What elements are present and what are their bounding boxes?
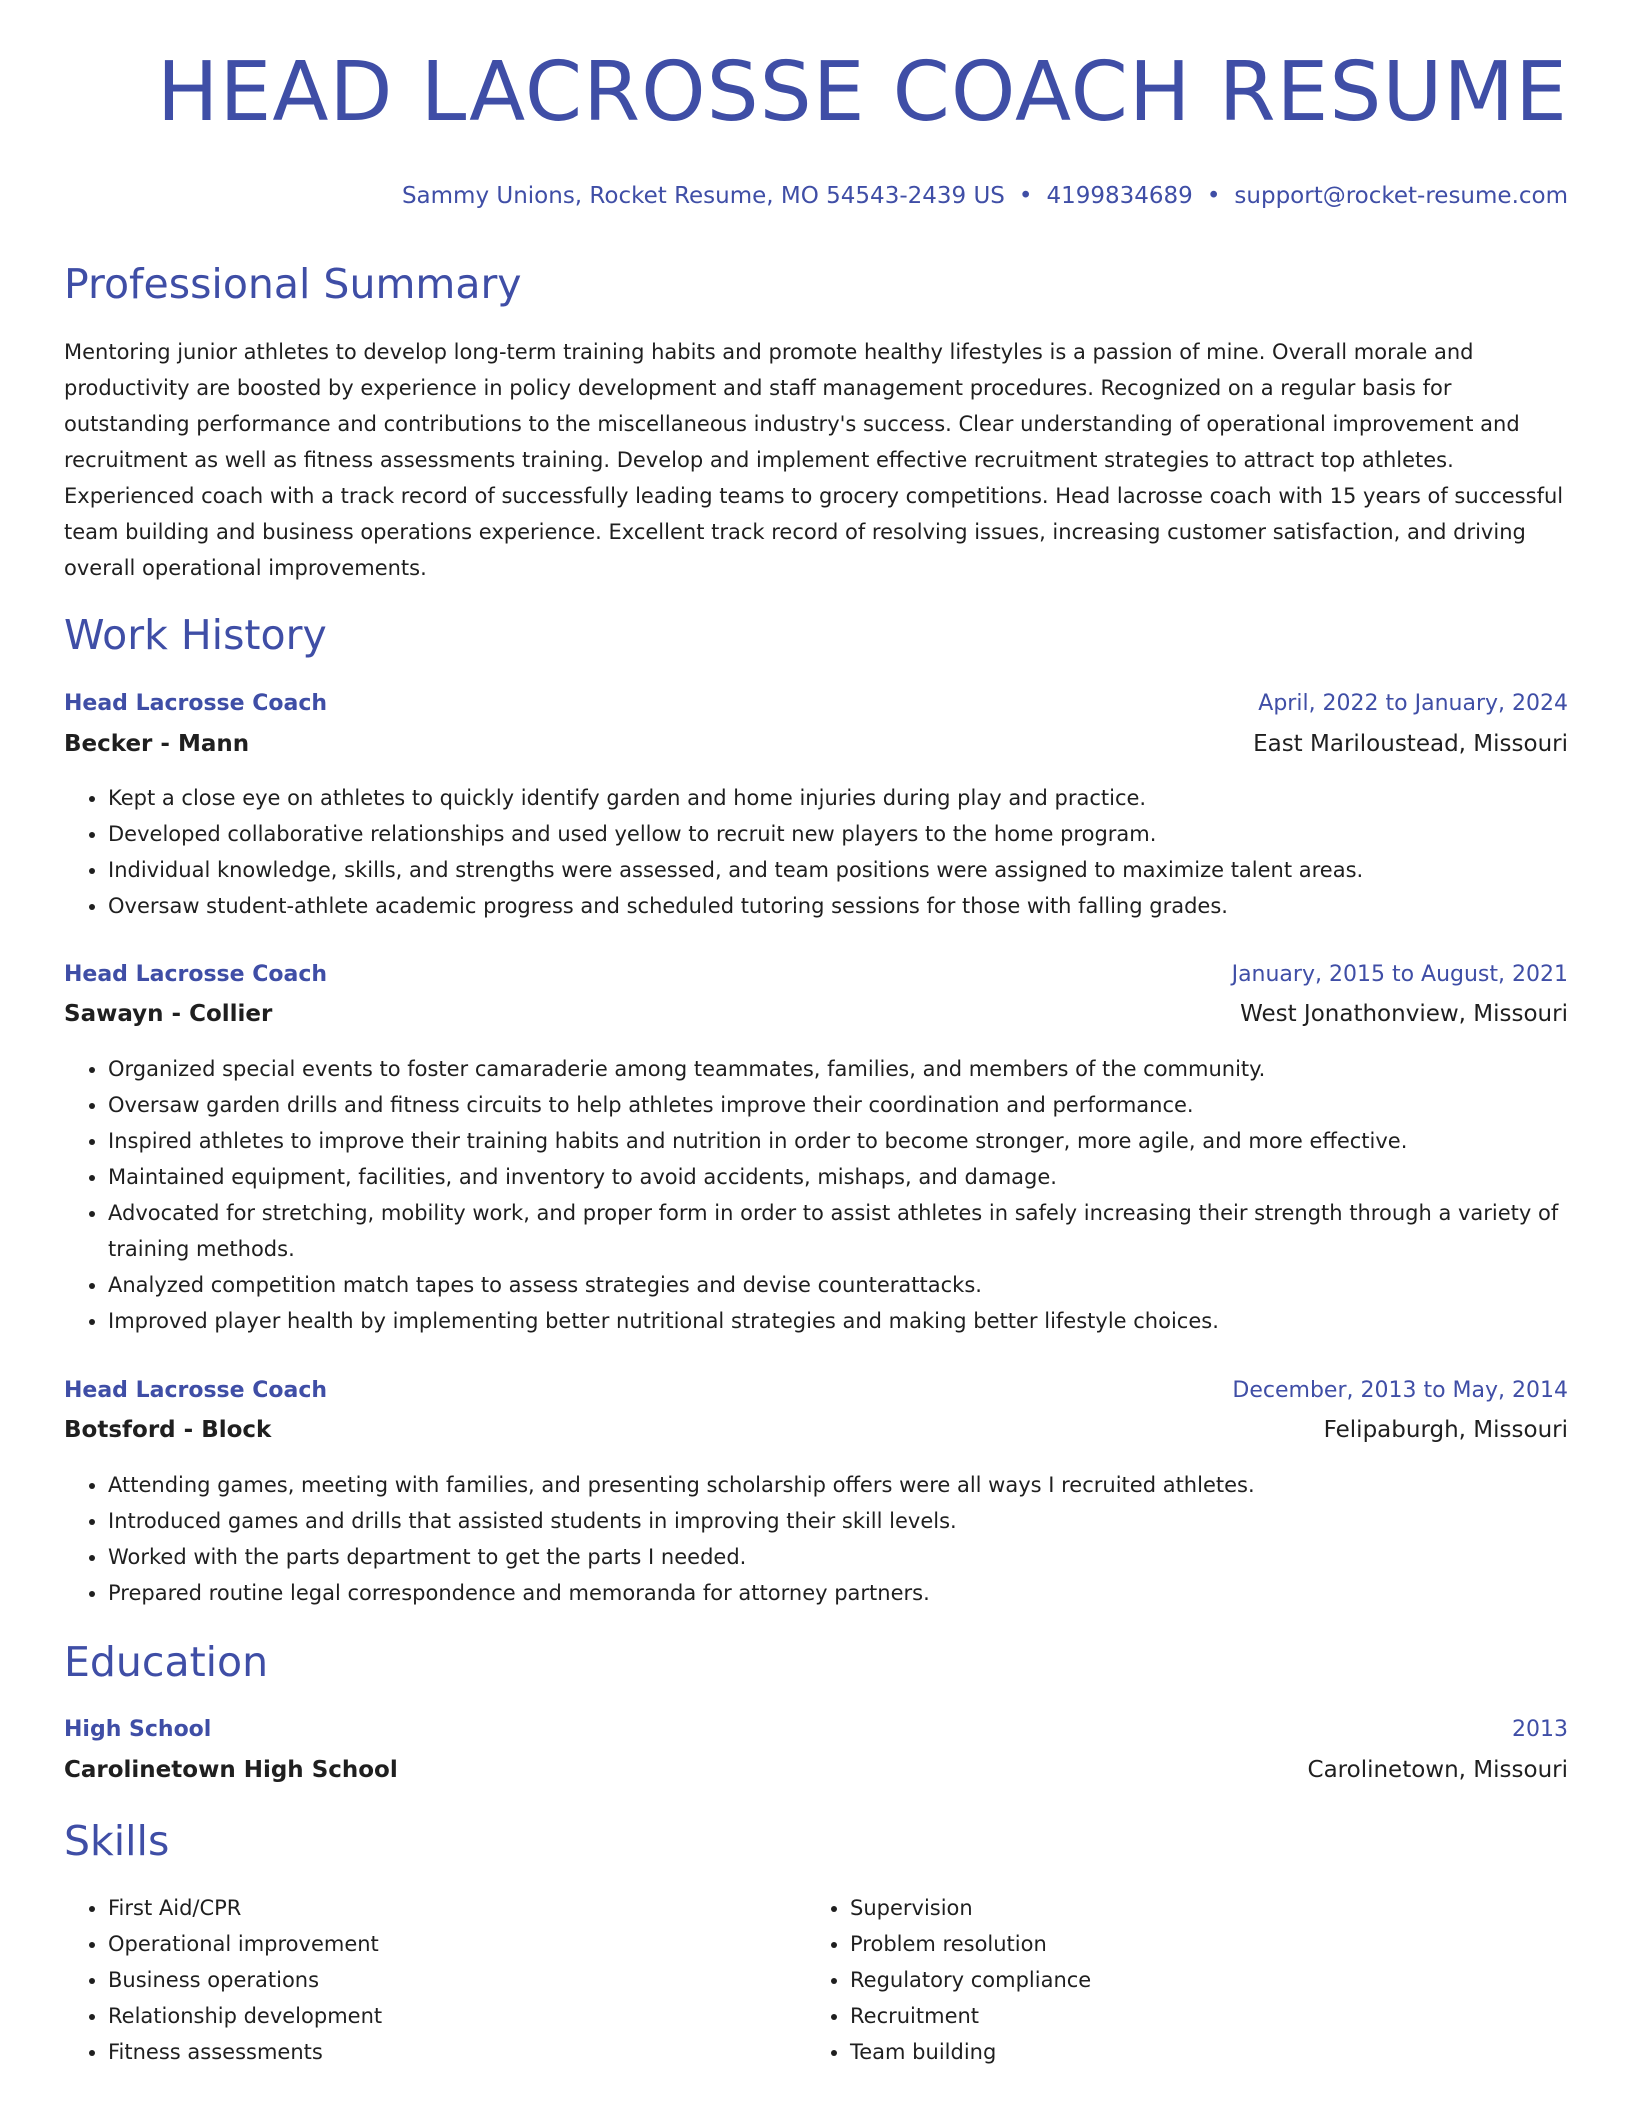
skill-item: • Business operations (108, 1962, 808, 1998)
job-bullet: • Worked with the parts department to get the parts I needed. (108, 1539, 1612, 1575)
skill-item: • Operational improvement (108, 1926, 808, 1962)
contact-email: support@rocket-resume.com (1234, 183, 1568, 209)
job-bullet: • Advocated for stretching, mobility work, and proper form in order to assist athletes in safely increasing their strength through a variety of training methods. (108, 1195, 1612, 1267)
skill-item: • First Aid/CPR (108, 1890, 808, 1926)
skill-item: • Supervision (850, 1890, 1550, 1926)
job-bullet: • Organized special events to foster camaraderie among teammates, families, and members of the community. (108, 1051, 1612, 1087)
job-bullet: • Oversaw student-athlete academic progress and scheduled tutoring sessions for those with falling grades. (108, 888, 1612, 924)
job-bullet: • Introduced games and drills that assisted students in improving their skill levels. (108, 1503, 1612, 1539)
summary-heading: Professional Summary (64, 260, 522, 308)
job-location: East Mariloustead, Missouri (1253, 731, 1568, 757)
work-history-heading: Work History (64, 611, 327, 659)
summary-text: Mentoring junior athletes to develop long-term training habits and promote healthy lifestyles is a passion of mine. Overall morale and productivity are boosted by experience in policy development and staff management procedures. Recognized on a regular basis for outstanding performance and contributions to the miscellaneous industry's success. Clear understanding of operational improvement and recruitment as well as fitness assessments training. Develop and implement effective recruitment strategies to attract top athletes. Experienced coach with a track record of successfully leading teams to grocery competitions. Head lacrosse coach with 15 years of successful team building and business operations experience. Excellent track record of resolving issues, increasing customer satisfaction, and driving overall operational improvements. (64, 340, 1564, 580)
skill-item: • Recruitment (850, 1998, 1550, 2034)
job-dates: April, 2022 to January, 2024 (1258, 691, 1568, 716)
job-title: Head Lacrosse Coach (64, 691, 328, 716)
job-employer: Botsford - Block (64, 1417, 272, 1443)
skills-heading: Skills (64, 1817, 170, 1865)
job-bullet: • Analyzed competition match tapes to assess strategies and devise counterattacks. (108, 1267, 1612, 1303)
job-bullet: • Individual knowledge, skills, and strengths were assessed, and team positions were assigned to maximize talent areas. (108, 852, 1612, 888)
contact-line (402, 183, 1568, 209)
skill-item: • Problem resolution (850, 1926, 1550, 1962)
education-degree: High School (64, 1717, 212, 1742)
job-bullet: • Improved player health by implementing better nutritional strategies and making better lifestyle choices. (108, 1303, 1612, 1339)
skills-list-right (806, 1890, 1550, 2070)
skill-item: • Fitness assessments (108, 2034, 808, 2070)
resume-title: HEAD LACROSSE COACH RESUME (156, 45, 1568, 140)
job-bullets (64, 1051, 1612, 1339)
job-location: West Jonathonview, Missouri (1240, 1001, 1568, 1027)
job-employer: Sawayn - Collier (64, 1001, 273, 1027)
job-bullet: • Attending games, meeting with families, and presenting scholarship offers were all ways I recruited athletes. (108, 1467, 1612, 1503)
contact-separator: • (1206, 183, 1221, 209)
job-bullet: • Inspired athletes to improve their training habits and nutrition in order to become stronger, more agile, and more effective. (108, 1123, 1612, 1159)
skills-list-left (64, 1890, 808, 2070)
job-bullet: • Maintained equipment, facilities, and inventory to avoid accidents, mishaps, and damage. (108, 1159, 1612, 1195)
job-dates: December, 2013 to May, 2014 (1232, 1378, 1568, 1403)
job-employer: Becker - Mann (64, 731, 250, 757)
education-heading: Education (64, 1638, 269, 1686)
job-bullets (64, 780, 1612, 924)
job-location: Felipaburgh, Missouri (1323, 1417, 1568, 1443)
skill-item: • Relationship development (108, 1998, 808, 2034)
skill-item: • Team building (850, 2034, 1550, 2070)
job-title: Head Lacrosse Coach (64, 962, 328, 987)
education-year: 2013 (1512, 1717, 1568, 1742)
education-location: Carolinetown, Missouri (1307, 1757, 1568, 1783)
job-bullet: • Oversaw garden drills and fitness circuits to help athletes improve their coordination and performance. (108, 1087, 1612, 1123)
job-dates: January, 2015 to August, 2021 (1231, 962, 1568, 987)
contact-phone: 4199834689 (1046, 183, 1193, 209)
skill-item: • Regulatory compliance (850, 1962, 1550, 1998)
contact-address: Sammy Unions, Rocket Resume, MO 54543-2439 US (401, 183, 1005, 209)
job-bullet: • Kept a close eye on athletes to quickly identify garden and home injuries during play and practice. (108, 780, 1612, 816)
education-school: Carolinetown High School (64, 1757, 398, 1783)
contact-separator: • (1018, 183, 1033, 209)
job-bullets (64, 1467, 1612, 1611)
job-bullet: • Prepared routine legal correspondence and memoranda for attorney partners. (108, 1575, 1612, 1611)
job-bullet: • Developed collaborative relationships and used yellow to recruit new players to the home program. (108, 816, 1612, 852)
job-title: Head Lacrosse Coach (64, 1378, 328, 1403)
resume-page (64, 0, 1568, 2112)
